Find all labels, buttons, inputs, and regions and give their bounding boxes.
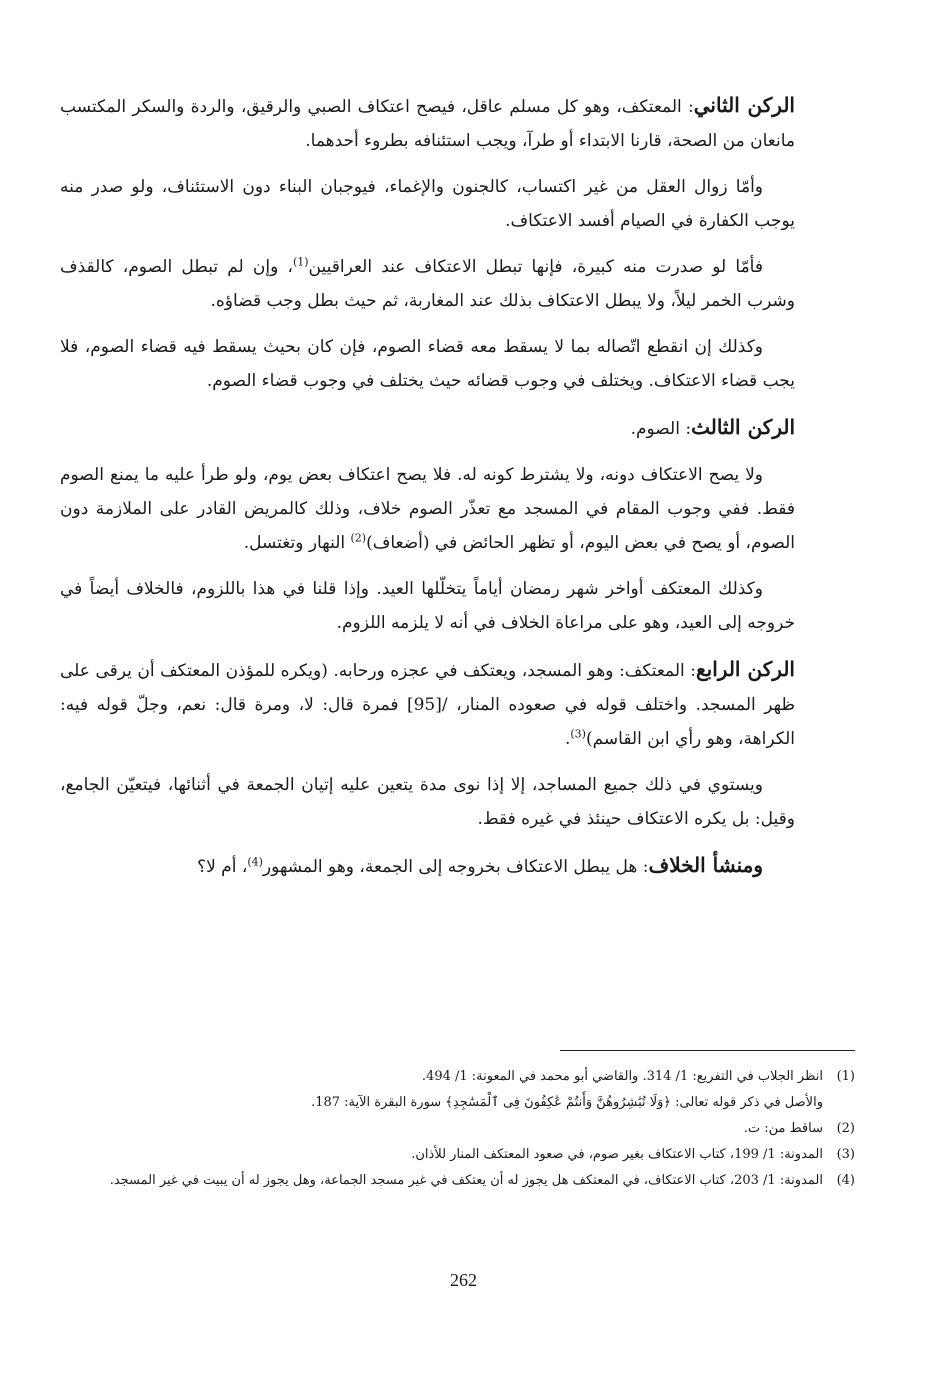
paragraph-6	[60, 458, 795, 560]
main-text	[60, 88, 795, 896]
footnote-ref: (2)	[350, 531, 367, 545]
footnote-item	[60, 1168, 855, 1194]
paragraph-text: النهار وتغتسل.	[243, 533, 351, 553]
heading-keyword: الركن الرابع	[696, 657, 795, 681]
paragraph-rukn-4	[60, 652, 795, 756]
paragraph-rukn-2	[60, 88, 795, 158]
paragraph-text: وكذلك إن انقطع اتّصاله بما لا يسقط معه قضاء الصوم، فإن كان بحيث يسقط فيه قضاء الصوم، فلا يجب قضاء الاعتكاف. ويختلف في وجوب قضائه حيث يختلف في وجوب قضاء الصوم.	[60, 337, 795, 391]
footnote-item	[60, 1090, 855, 1116]
footnote-item	[60, 1116, 855, 1142]
footnotes	[60, 1064, 855, 1194]
footnote-divider	[560, 1050, 855, 1051]
paragraph-7	[60, 572, 795, 640]
footnote-text: المدونة: 1/ 203، كتاب الاعتكاف، في المعتكف هل يجوز له أن يعتكف في غير مسجد الجماعة، وهل يجوز له أن يبيت في غير المسجد.	[109, 1173, 823, 1188]
page-number: 262	[450, 1270, 477, 1290]
footnote-number: (2)	[836, 1121, 855, 1136]
paragraph-3	[60, 250, 795, 318]
footnote-ref: (3)	[570, 727, 586, 741]
footnote-item	[60, 1142, 855, 1168]
paragraph-text: : هل يبطل الاعتكاف بخروجه إلى الجمعة، وهو المشهور	[262, 857, 649, 877]
paragraph-2	[60, 170, 795, 238]
paragraph-khilaf	[60, 848, 795, 884]
footnote-text: ساقط من: ت.	[743, 1121, 823, 1136]
heading-keyword: الركن الثاني	[693, 93, 795, 117]
paragraph-text: ، وإن لم تبطل الصوم، كالقذف وشرب الخمر ليلاً، ولا يبطل الاعتكاف بذلك عند المغاربة، ثم حيث بطل وجب قضاؤه.	[60, 257, 795, 311]
footnote-text: المدونة: 1/ 199، كتاب الاعتكاف بغير صوم، في صعود المعتكف المنار للأذان.	[411, 1147, 823, 1162]
footnote-number: (4)	[836, 1173, 855, 1188]
paragraph-text: : المعتكف، وهو كل مسلم عاقل، فيصح اعتكاف الصبي والرقيق، والردة والسكر المكتسب مانعان من الصحة، قارنا الابتداء أو طرآ، ويجب استئنافه بطروء أحدهما.	[60, 97, 795, 151]
footnote-number: (1)	[836, 1069, 855, 1084]
paragraph-rukn-3	[60, 410, 795, 446]
footnote-ref: (1)	[292, 255, 309, 269]
paragraph-text: : المعتكف: وهو المسجد، ويعتكف في عجزه ورحابه. (ويكره للمؤذن المعتكف أن يرقى على ظهر المسجد. واختلف قوله في صعوده المنار، /[95] فمرة قال: لا، ومرة قال: نعم، وجلّ قوله فيه: الكراهة، وهو رأي ابن القاسم)	[60, 661, 795, 749]
footnote-item	[60, 1064, 855, 1090]
footnote-text: والأصل في ذكر قوله تعالى: ﴿وَلَا تُبَٰشِرُوهُنَّ وَأَنتُمْ عَٰكِفُونَ فِى ٱلْمَسَٰجِدِ﴾ سورة البقرة الآية: 187.	[311, 1095, 823, 1110]
heading-keyword: ومنشأ الخلاف	[648, 853, 763, 877]
paragraph-text: : الصوم.	[630, 419, 692, 439]
paragraph-9	[60, 768, 795, 836]
paragraph-text: وكذلك المعتكف أواخر شهر رمضان أياماً يتخلّلها العيد. وإذا قلنا في هذا باللزوم، فالخلاف أيضاً في خروجه إلى العيد، وهو على مراعاة الخلاف في أنه لا يلزمه اللزوم.	[60, 579, 795, 633]
paragraph-text: .	[564, 729, 571, 749]
paragraph-text: ويستوي في ذلك جميع المساجد، إلا إذا نوى مدة يتعين عليه إتيان الجمعة في أثنائها، فيتعيّن الجامع، وقيل: بل يكره الاعتكاف حينئذ في غيره فقط.	[60, 775, 795, 829]
footnote-number: (3)	[836, 1147, 855, 1162]
paragraph-text: ، أم لا؟	[197, 857, 248, 877]
footnote-ref: (4)	[247, 855, 263, 869]
paragraph-text: فأمّا لو صدرت منه كبيرة، فإنها تبطل الاعتكاف عند العراقيين	[308, 257, 763, 277]
paragraph-text: ولا يصح الاعتكاف دونه، ولا يشترط كونه له. فلا يصح اعتكاف بعض يوم، ولو طرأ عليه ما يمنع الصوم فقط. ففي وجوب المقام في المسجد مع تعذّر الصوم خلاف، وذلك كالمريض القادر على الملازمة دون الصوم، أو يصح في بعض اليوم، أو تظهر الحائض في (أضعاف)	[60, 465, 795, 553]
paragraph-4	[60, 330, 795, 398]
footnote-text: انظر الجلاب في التفريع: 1/ 314. والقاضي أبو محمد في المعونة: 1/ 494.	[421, 1069, 823, 1084]
paragraph-text: وأمّا زوال العقل من غير اكتساب، كالجنون والإغماء، فيوجبان البناء دون الاستئناف، ولو صدر منه يوجب الكفارة في الصيام أفسد الاعتكاف.	[60, 177, 795, 231]
heading-keyword: الركن الثالث	[691, 415, 795, 439]
